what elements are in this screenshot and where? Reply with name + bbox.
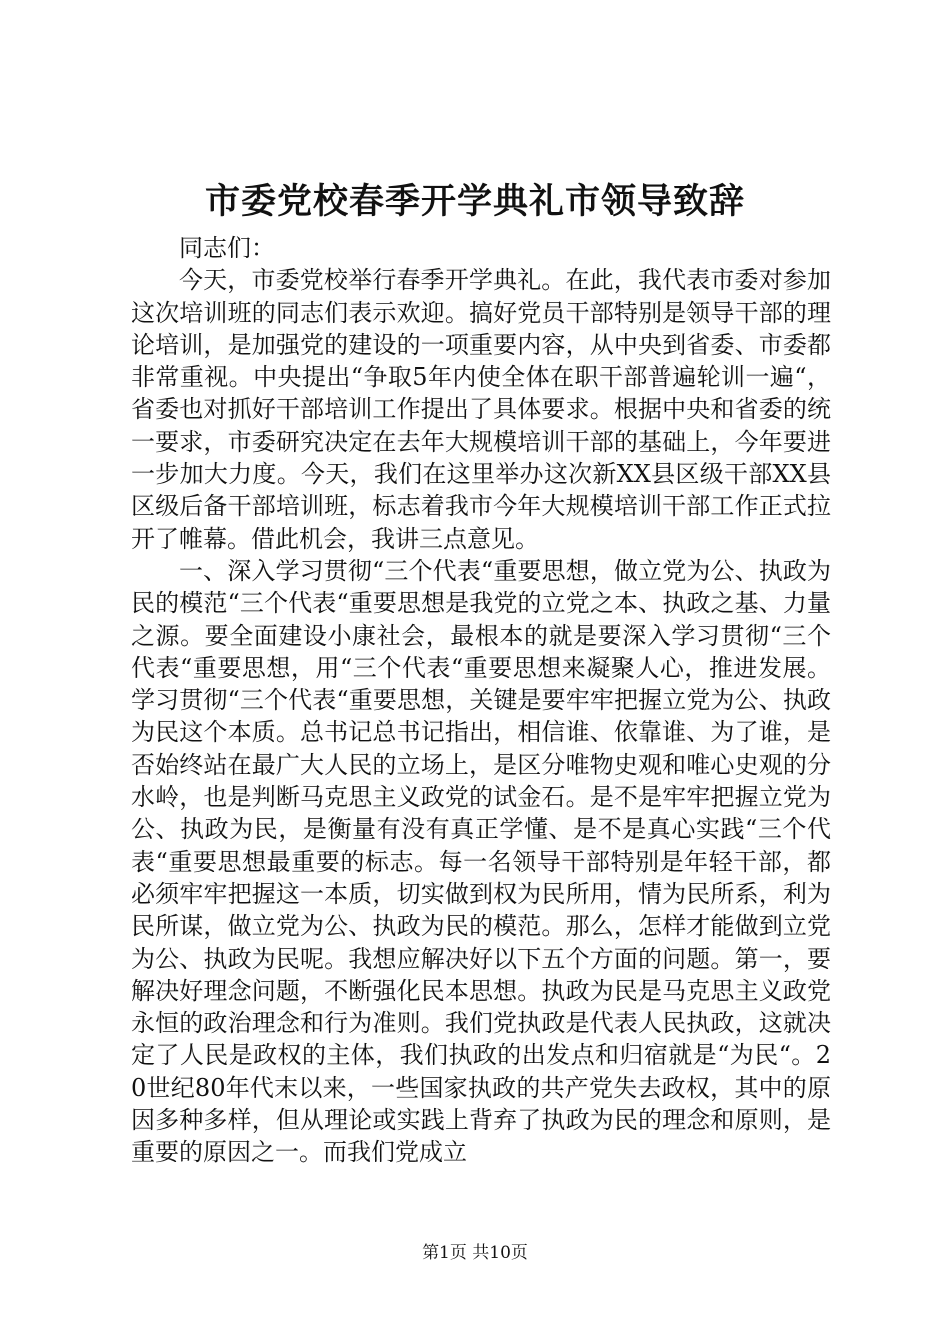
document-body <box>131 232 831 1169</box>
paragraph-intro: 今天，市委党校举行春季开学典礼。在此，我代表市委对参加这次培训班的同志们表示欢迎。搞好党员干部特别是领导干部的理论培训，是加强党的建设的一项重要内容，从中央到省委、市委都非常重视。中央提出“争取5年内使全体在职干部普遍轮训一遍“，省委也对抓好干部培训工作提出了具体要求。根据中央和省委的统一要求，市委研究决定在去年大规模培训干部的基础上，今年要进一步加大力度。今天，我们在这里举办这次新XX县区级干部XX县区级后备干部培训班，标志着我市今年大规模培训干部工作正式拉开了帷幕。借此机会，我讲三点意见。 <box>131 266 831 553</box>
paragraph-point-one: 一、深入学习贯彻“三个代表“重要思想，做立党为公、执政为民的模范“三个代表“重要思想是我党的立党之本、执政之基、力量之源。要全面建设小康社会，最根本的就是要深入学习贯彻“三个代表“重要思想，用“三个代表“重要思想来凝聚人心，推进发展。学习贯彻“三个代表“重要思想，关键是要牢牢把握立党为公、执政为民这个本质。总书记总书记指出，相信谁、依靠谁、为了谁，是否始终站在最广大人民的立场上，是区分唯物史观和唯心史观的分水岭，也是判断马克思主义政党的试金石。是不是牢牢把握立党为公、执政为民，是衡量有没有真正学懂、是不是真心实践“三个代表“重要思想最重要的标志。每一名领导干部特别是年轻干部，都必须牢牢把握这一本质，切实做到权为民所用，情为民所系，利为民所谋，做立党为公、执政为民的模范。那么，怎样才能做到立党为公、执政为民呢。我想应解决好以下五个方面的问题。第一，要解决好理念问题，不断强化民本思想。执政为民是马克思主义政党永恒的政治理念和行为准则。我们党执政是代表人民执政，这就决定了人民是政权的主体，我们执政的出发点和归宿就是“为民“。20世纪80年代末以来，一些国家执政的共产党失去政权，其中的原因多种多样，但从理论或实践上背弃了执政为民的理念和原则，是重要的原因之一。而我们党成立 <box>131 556 831 1167</box>
document-title: 市委党校春季开学典礼市领导致辞 <box>204 181 745 222</box>
greeting: 同志们： <box>179 234 275 262</box>
page-footer: 第1页 共10页 <box>422 1243 528 1263</box>
